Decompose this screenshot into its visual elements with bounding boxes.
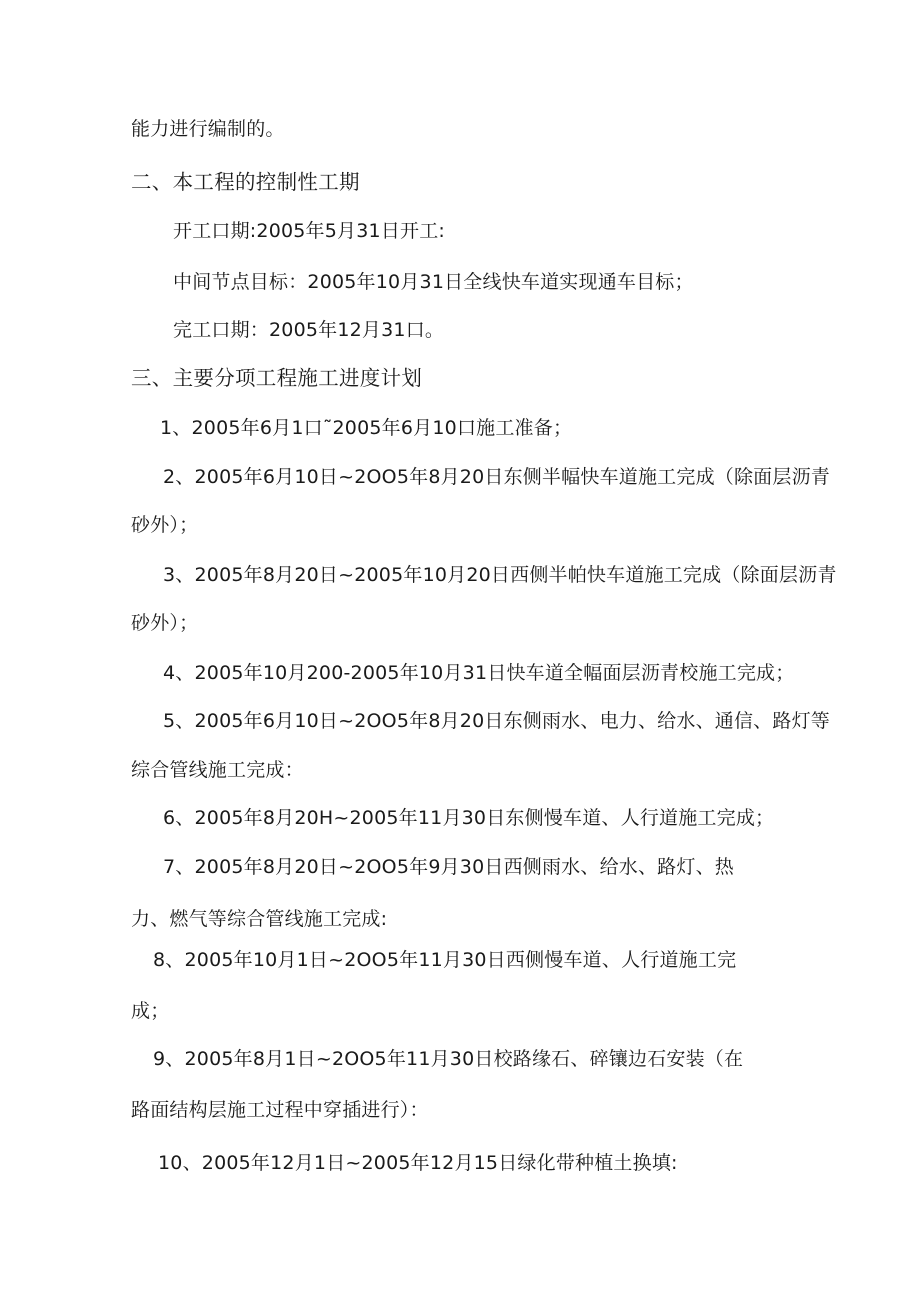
schedule-item-3: 3、2005年8月20日~2005年10月20日西侧半帕快车道施工完成（除面层沥青 [163,564,837,586]
schedule-item-7-continued: 力、燃气等综合管线施工完成: [131,908,388,930]
schedule-item-5-continued: 综合管线施工完成： [131,759,304,781]
section-2-heading: 二、本工程的控制性工期 [131,170,360,194]
schedule-item-8-continued: 成； [131,1000,170,1022]
milestone-line: 中间节点目标：2005年10月31日全线快车道实现通车目标； [173,271,694,293]
schedule-item-3-continued: 砂外）； [131,612,199,634]
section-3-heading: 三、主要分项工程施工进度计划 [131,366,423,390]
schedule-item-6: 6、2005年8月20H~2005年11月30日东侧慢车道、人行道施工完成； [163,807,775,829]
schedule-item-8: 8、2005年10月1日~2OO5年11月30日西侧慢车道、人行道施工完 [153,949,737,971]
schedule-item-9-continued: 路面结构层施工过程中穿插进行）： [131,1099,429,1121]
schedule-item-5: 5、2005年6月10日~2OO5年8月20日东侧雨水、电力、给水、通信、路灯等 [163,710,830,732]
schedule-item-7: 7、2005年8月20日~2OO5年9月30日西侧雨水、给水、路灯、热 [163,856,734,878]
schedule-item-10: 10、2005年12月1日~2005年12月15日绿化带种植土换填: [158,1152,678,1174]
schedule-item-9: 9、2005年8月1日~2OO5年11月30日校路缘石、碎镶边石安装（在 [153,1048,744,1070]
schedule-item-4: 4、2005年10月200-2005年10月31日快车道全幅面层沥青校施工完成； [163,662,795,684]
schedule-item-2-continued: 砂外）； [131,514,199,536]
completion-date-line: 完工口期：2005年12月31口。 [173,319,445,341]
schedule-item-1: 1、2005年6月1口˜2005年6月10口施工准备； [160,417,573,439]
schedule-item-2: 2、2005年6月10日~2OO5年8月20日东侧半幅快车道施工完成（除面层沥青 [163,466,830,488]
intro-continuation: 能力进行编制的。 [131,118,285,140]
start-date-line: 开工口期:2005年5月31日开工: [173,220,446,242]
